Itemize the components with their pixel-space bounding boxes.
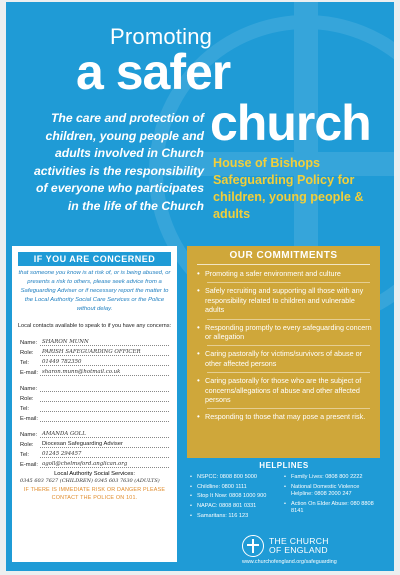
- helpline-item: [190, 474, 284, 481]
- contact-role: Diocesan Safeguarding Adviser: [40, 441, 169, 448]
- tel-label: Tel:: [20, 360, 30, 366]
- tel-label: Tel:: [20, 452, 30, 458]
- bullet-icon: •: [190, 503, 192, 510]
- commitment-item: [197, 412, 374, 425]
- concern-heading: IF YOU ARE CONCERNED: [18, 252, 171, 266]
- helplines-left-column: [190, 474, 284, 523]
- helpline-item: [284, 501, 378, 515]
- bullet-icon: •: [197, 376, 200, 386]
- contact-name: SHARON MUNN: [40, 339, 169, 346]
- concern-panel: [12, 246, 177, 562]
- email-label: E-mail:: [20, 370, 39, 376]
- bullet-icon: •: [190, 474, 192, 480]
- safeguarding-url: www.churchofengland.org/safeguarding: [242, 559, 337, 565]
- bullet-icon: •: [190, 483, 192, 490]
- role-label: Role:: [20, 442, 34, 448]
- contact-tel: [40, 411, 169, 412]
- email-label: E-mail:: [20, 416, 39, 422]
- contact-card-2: [20, 382, 169, 422]
- contact-email: agoll@chelmsford.anglican.org: [40, 461, 169, 468]
- safeguarding-poster: [6, 2, 394, 571]
- helpline-text: Stop It Now: 0808 1000 900: [197, 493, 267, 500]
- heading-church: church: [210, 95, 371, 151]
- intro-statement: The care and protection of children, young people and adults involved in Church activities is the responsibility of everyone who participates in the life of the Church: [33, 111, 204, 213]
- contact-email: sharon.munn@hotmail.co.uk: [40, 369, 169, 376]
- contact-card-3: [20, 428, 169, 468]
- concern-text: that someone you know is at risk of, or is being abused, or presents a risk to others, please seek advice from a Safeguarding Adviser or if necessary report the matter to the Local Authority Social Care Services or the Police without delay.: [18, 270, 171, 312]
- heading-a-safer: a safer: [76, 44, 231, 100]
- helpline-item: [190, 503, 284, 510]
- contact-tel: 01245 294457: [40, 451, 169, 458]
- name-label: Name:: [20, 340, 38, 346]
- contact-name: [40, 391, 169, 392]
- contact-card-1: [20, 336, 169, 376]
- commitment-text: Caring pastorally for those who are the subject of concerns/allegations of abuse and other affected persons: [205, 376, 362, 405]
- helpline-item: [190, 493, 284, 500]
- heading-promoting: Promoting: [110, 24, 213, 49]
- bullet-icon: •: [197, 412, 200, 422]
- bullet-icon: •: [190, 493, 192, 500]
- bullet-icon: •: [197, 349, 200, 359]
- divider: [197, 264, 370, 265]
- helpline-text: Childline: 0800 1111: [197, 483, 247, 490]
- org-name-line-1: THE CHURCH: [269, 536, 329, 546]
- contact-email: [40, 421, 169, 422]
- policy-title: House of Bishops Safeguarding Policy for children, young people & adults: [213, 156, 364, 221]
- bullet-icon: •: [284, 474, 286, 480]
- divider: [207, 408, 370, 409]
- church-of-england-logo: [242, 535, 329, 557]
- commitment-text: Caring pastorally for victims/survivors of abuse or other affected persons: [205, 349, 362, 368]
- bullet-icon: •: [284, 500, 286, 507]
- commitment-text: Safely recruiting and supporting all those with any responsibility related to children and vulnerable adults: [205, 286, 364, 315]
- helpline-text: NSPCC: 0808 800 5000: [197, 474, 258, 480]
- commitment-text: Promoting a safer environment and culture: [205, 269, 341, 278]
- commitment-text: Responding to those that may pose a present risk.: [205, 412, 366, 422]
- contact-name: AMANDA GOLL: [40, 431, 169, 438]
- commitment-item: [197, 286, 374, 318]
- contact-role: [40, 401, 169, 402]
- helpline-item: [284, 484, 378, 498]
- commitments-heading: OUR COMMITMENTS: [229, 250, 338, 261]
- commitment-item: [197, 323, 374, 346]
- commitment-item: [197, 349, 374, 372]
- commitment-item: [197, 376, 374, 408]
- tel-label: Tel:: [20, 406, 30, 412]
- name-label: Name:: [20, 386, 38, 392]
- helpline-item: [190, 484, 284, 491]
- helpline-text: Action On Elder Abuse: 080 8808 8141: [291, 500, 374, 514]
- bullet-icon: •: [197, 286, 200, 296]
- email-label: E-mail:: [20, 462, 39, 468]
- bullet-icon: •: [284, 483, 286, 490]
- name-label: Name:: [20, 432, 38, 438]
- helplines-section: [190, 461, 378, 523]
- role-label: Role:: [20, 396, 34, 402]
- helpline-text: Samaritans: 116 123: [197, 512, 249, 519]
- role-label: Role:: [20, 350, 34, 356]
- commitment-text: Responding promptly to every safeguarding concern or allegation: [205, 322, 372, 342]
- bullet-icon: •: [197, 322, 200, 332]
- commitment-item: [197, 269, 374, 282]
- helplines-right-column: [284, 474, 378, 523]
- helpline-text: Family Lives: 0808 800 2222: [291, 474, 363, 480]
- immediate-risk-notice: IF THERE IS IMMEDIATE RISK OR DANGER PLEASE CONTACT THE POLICE ON 101.: [23, 487, 166, 501]
- local-authority-numbers: 0345 603 7627 (CHILDREN) 0345 603 7630 (ADULTS): [20, 478, 160, 484]
- commitments-panel: [187, 246, 380, 458]
- local-contacts-label: Local contacts available to speak to if you have any concerns:: [17, 323, 172, 329]
- bullet-icon: •: [190, 512, 192, 519]
- helplines-heading: HELPLINES: [259, 461, 309, 470]
- helpline-item: [284, 474, 378, 481]
- helpline-text: National Domestic Violence Helpline: 0808 2000 247: [291, 483, 360, 497]
- divider: [207, 319, 370, 320]
- contact-role: PARISH SAFEGUARDING OFFICER: [40, 349, 169, 356]
- divider: [207, 345, 370, 346]
- org-name-line-2: OF ENGLAND: [269, 545, 328, 555]
- contact-tel: 01449 782350: [40, 359, 169, 366]
- bullet-icon: •: [197, 269, 200, 278]
- helpline-text: NAPAC: 0808 801 0331: [197, 503, 257, 510]
- cross-emblem-icon: [242, 535, 264, 557]
- divider: [207, 282, 370, 283]
- local-authority-label: Local Authority Social Services:: [54, 471, 135, 477]
- helpline-item: [190, 513, 284, 520]
- divider: [207, 372, 370, 373]
